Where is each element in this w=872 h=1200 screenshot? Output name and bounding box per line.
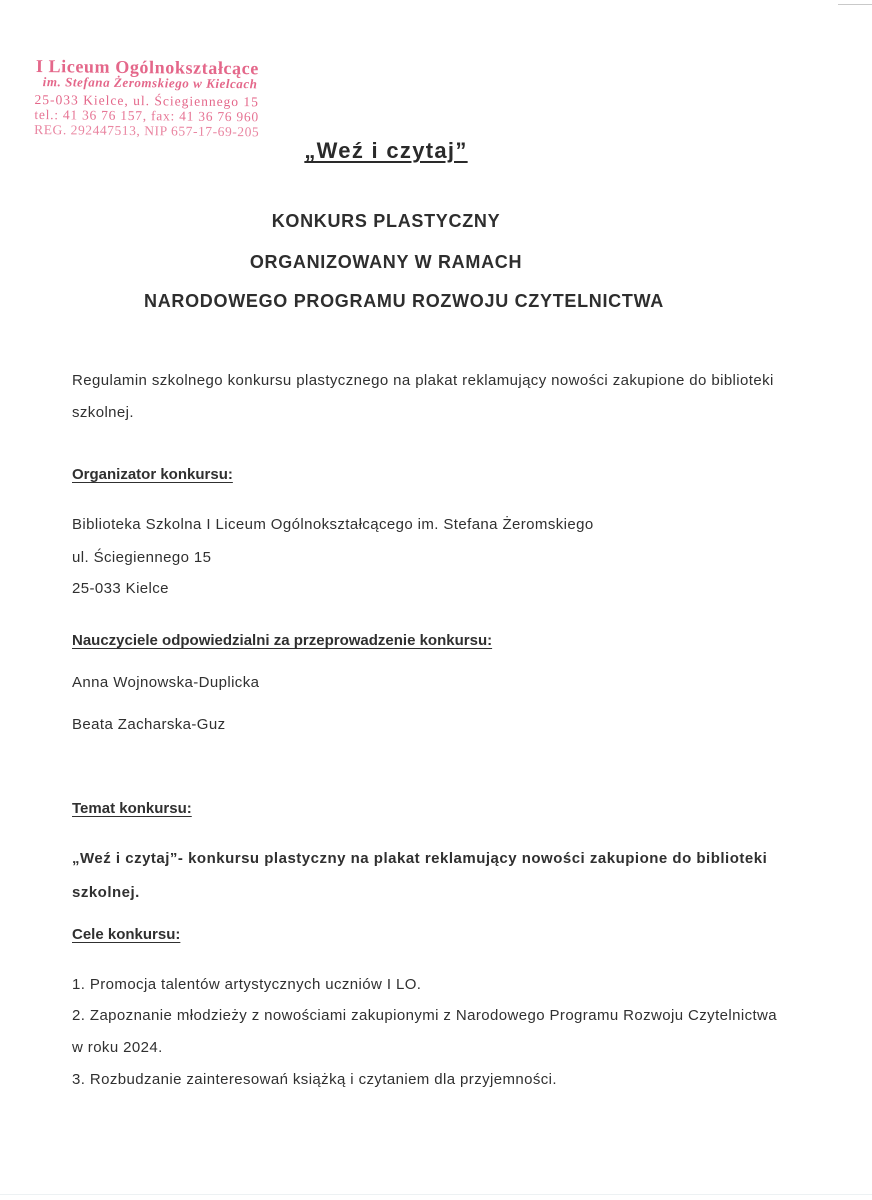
stamp-registry: REG. 292447513, NIP 657-17-69-205 bbox=[34, 121, 260, 140]
heading-organized-within: ORGANIZOWANY W RAMACH bbox=[249, 252, 523, 272]
goal-item-continuation: w roku 2024. bbox=[72, 1039, 163, 1056]
stamp-phone-fax: tel.: 41 36 76 157, fax: 41 36 76 960 bbox=[34, 106, 260, 125]
goal-item: 2. Zapoznanie młodzieży z nowościami zakupionymi z Narodowego Programu Rozwoju Czytelnictwa bbox=[72, 1007, 778, 1024]
teacher-name: Anna Wojnowska-Duplicka bbox=[72, 674, 260, 691]
scan-edge-mark bbox=[838, 4, 872, 5]
school-stamp bbox=[34, 56, 265, 144]
intro-line: Regulamin szkolnego konkursu plastycznego na plakat reklamujący nowości zakupione do biblioteki bbox=[72, 372, 774, 389]
topic-line: „Weź i czytaj”- konkursu plastyczny na plakat reklamujący nowości zakupione do biblioteki bbox=[72, 850, 768, 867]
stamp-address: 25-033 Kielce, ul. Ściegiennego 15 bbox=[34, 91, 260, 110]
stamp-school-name: I Liceum Ogólnokształcące bbox=[35, 56, 259, 79]
heading-program-name: NARODOWEGO PROGRAMU ROZWOJU CZYTELNICTWA bbox=[144, 291, 664, 311]
goal-item: 1. Promocja talentów artystycznych uczniów I LO. bbox=[72, 976, 422, 993]
document-title bbox=[0, 137, 772, 165]
teachers-heading: Nauczyciele odpowiedzialni za przeprowadzenie konkursu: bbox=[72, 632, 493, 649]
organizer-city: 25-033 Kielce bbox=[72, 580, 169, 597]
scan-edge-mark bbox=[0, 1194, 872, 1195]
intro-line: szkolnej. bbox=[72, 404, 134, 421]
organizer-heading: Organizator konkursu: bbox=[72, 466, 233, 483]
goal-item: 3. Rozbudzanie zainteresowań książką i czytaniem dla przyjemności. bbox=[72, 1071, 557, 1088]
stamp-patron: im. Stefana Żeromskiego w Kielcach bbox=[42, 74, 258, 92]
organizer-street: ul. Ściegiennego 15 bbox=[72, 549, 212, 566]
organizer-name: Biblioteka Szkolna I Liceum Ogólnokształcącego im. Stefana Żeromskiego bbox=[72, 516, 594, 533]
document-title-text: „Weź i czytaj” bbox=[304, 138, 468, 163]
topic-heading: Temat konkursu: bbox=[72, 800, 192, 817]
teacher-name: Beata Zacharska-Guz bbox=[72, 716, 226, 733]
topic-line: szkolnej. bbox=[72, 884, 140, 901]
heading-contest-type: KONKURS PLASTYCZNY bbox=[271, 211, 501, 231]
goals-heading: Cele konkursu: bbox=[72, 926, 181, 943]
